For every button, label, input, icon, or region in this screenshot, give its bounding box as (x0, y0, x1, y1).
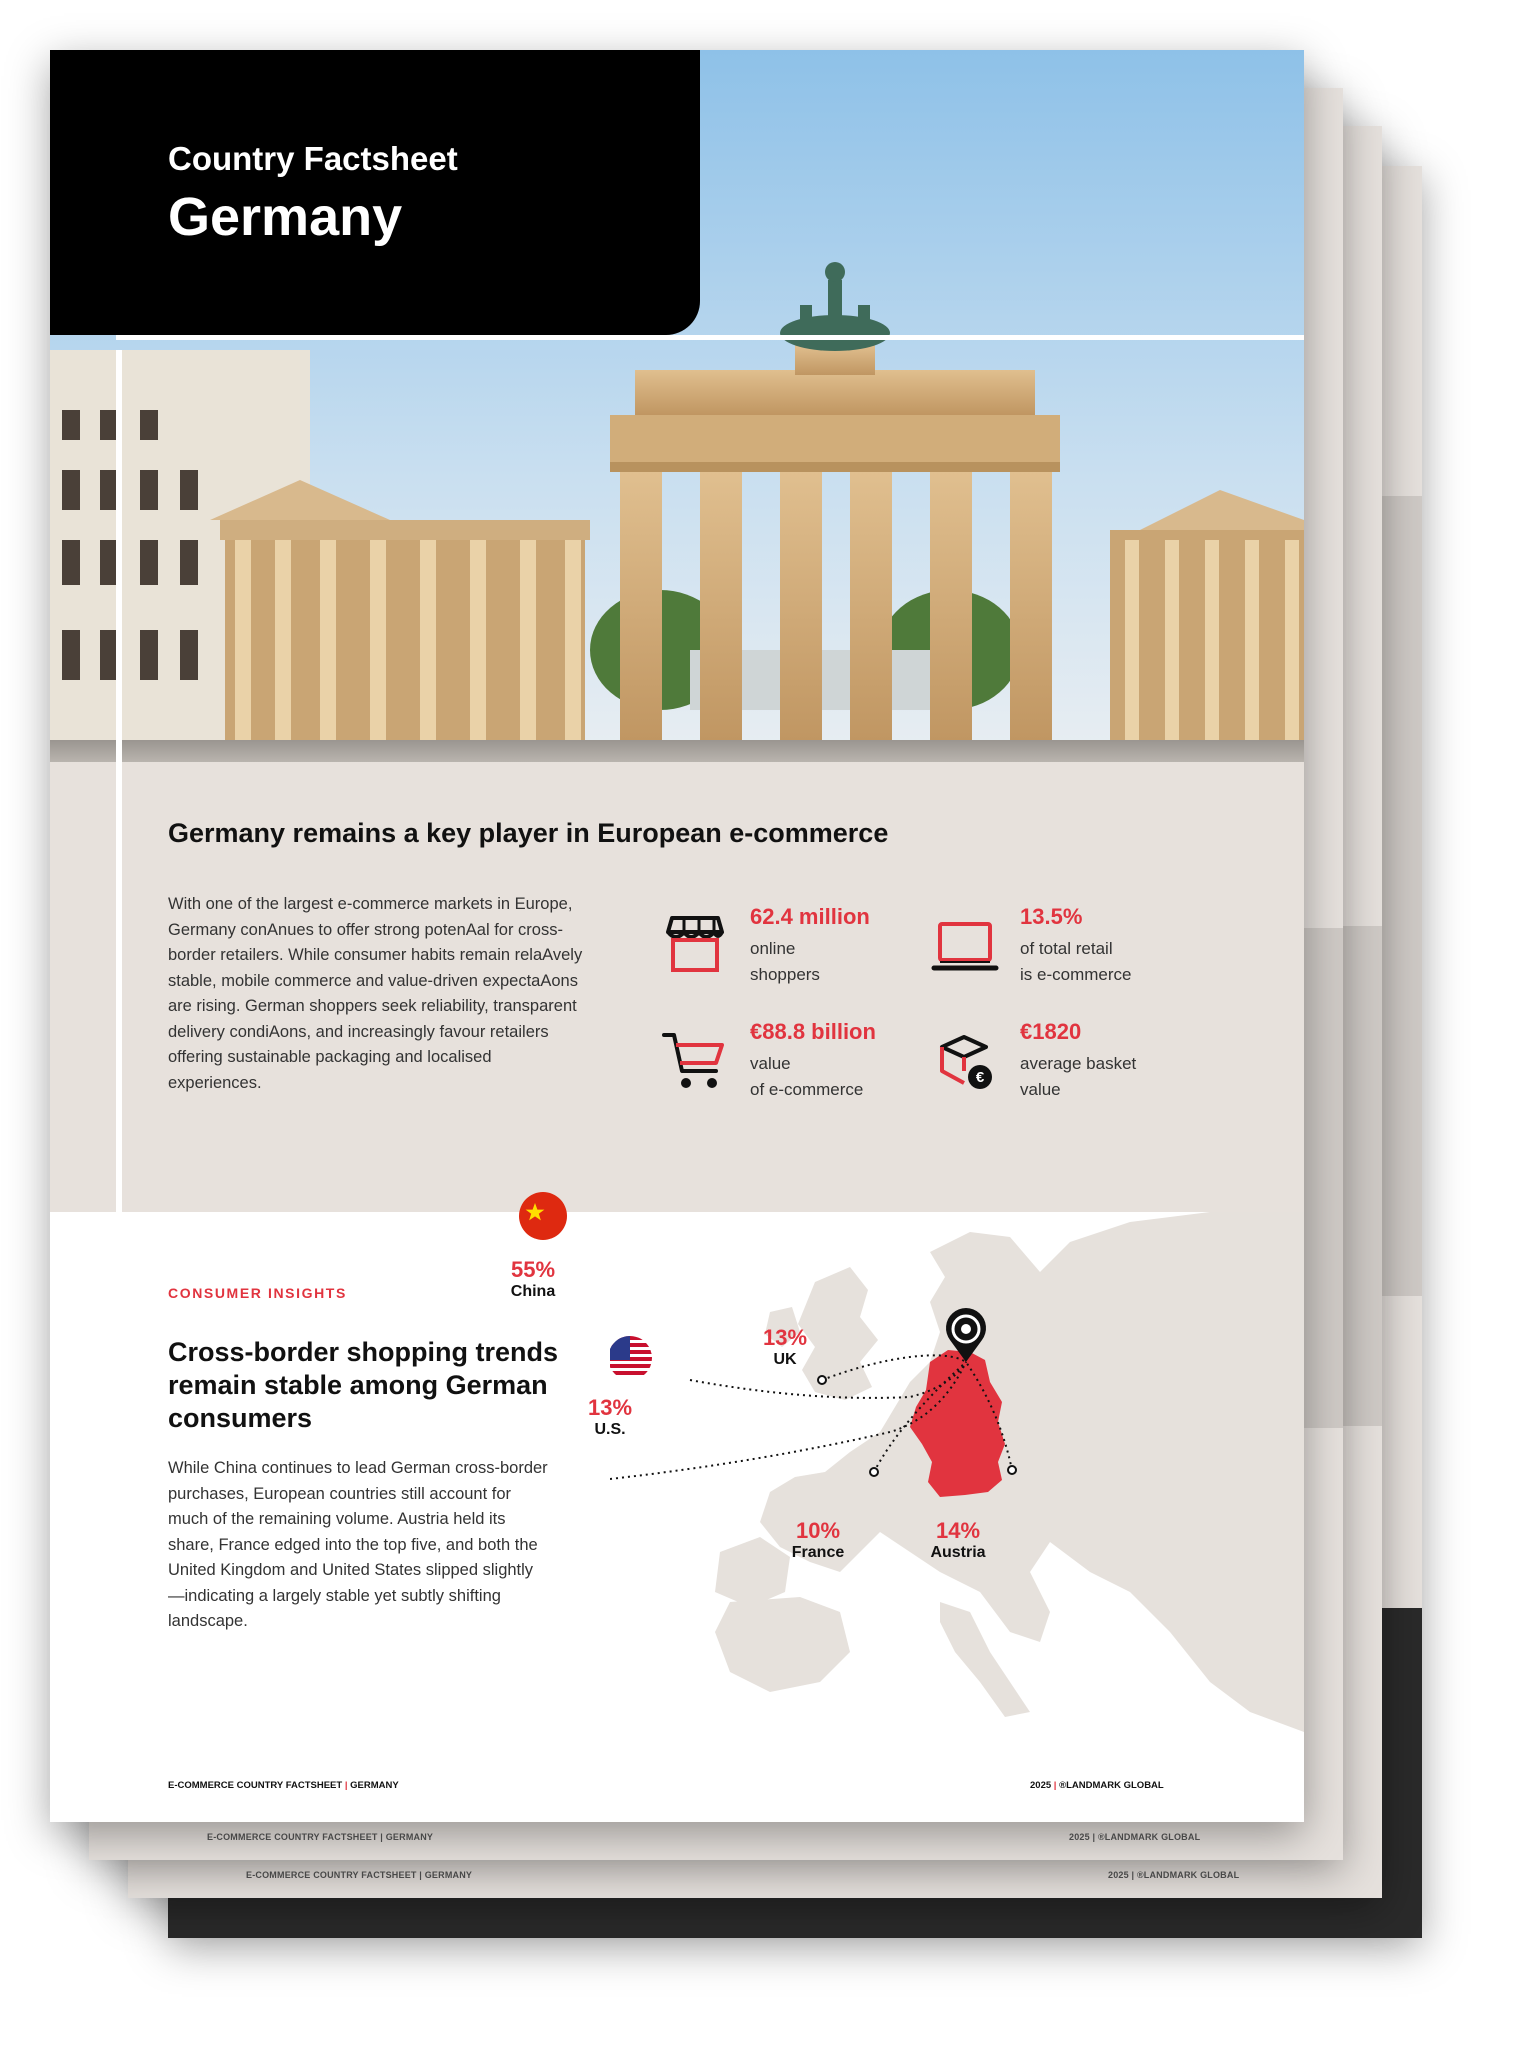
title-block (50, 50, 700, 335)
france-country: France (791, 1544, 845, 1561)
label-china (503, 1257, 563, 1301)
stat-label (1020, 936, 1131, 988)
back-footer-right-year: 2025 (1069, 1832, 1090, 1842)
uk-share: 13% (762, 1325, 808, 1350)
laptop-icon (930, 910, 1000, 980)
back-page-2: E-COMMERCE COUNTRY FACTSHEET | GERMANY 2025 | ®LANDMARK GLOBAL (128, 126, 1382, 1898)
austria-share: 14% (935, 1518, 981, 1543)
stat-value: €1820 (1020, 1019, 1082, 1044)
overview-body: With one of the largest e-commerce markets in Europe, Germany conAnues to offer strong potenAal for cross-border retailers. While consumer habits remain relaAvely stable, mobile commerce and value-driven expectaAons are rising. German shoppers seek reliability, transparent delivery condiAons, and increasingly favour retailers offering sustainable packaging and localised experiences. (168, 895, 583, 1092)
footer-brand: ®LANDMARK GLOBAL (1059, 1780, 1164, 1791)
guide-line-horizontal (116, 335, 1304, 340)
stat-label (750, 936, 820, 988)
label-france (778, 1518, 858, 1562)
stat-label-line1: average basket (1020, 1054, 1137, 1073)
stat-value: 13.5% (1020, 904, 1083, 929)
back-footer-right-brand: ®LANDMARK GLOBAL (1097, 1832, 1201, 1842)
uk-country: UK (773, 1351, 797, 1368)
stat-label (750, 1051, 863, 1103)
label-austria (918, 1518, 998, 1562)
stat-label-line2: shoppers (750, 965, 820, 984)
page-title: Germany (168, 187, 403, 247)
china-share: 55% (510, 1257, 556, 1282)
footer-year: 2025 (1030, 1780, 1052, 1791)
page-kicker: Country Factsheet (168, 140, 458, 177)
back-footer-right-year: 2025 (1108, 1870, 1129, 1880)
footer-right: 2025 | ®LANDMARK GLOBAL (1030, 1780, 1164, 1791)
us-country: U.S. (594, 1421, 626, 1438)
factsheet-page (50, 50, 1304, 1822)
svg-text:€: € (975, 1069, 985, 1086)
back-footer-left-country: GERMANY (424, 1870, 473, 1880)
china-flag-icon (517, 1190, 569, 1242)
insights-kicker: CONSUMER INSIGHTS (168, 1285, 347, 1301)
stat-label-line2: is e-commerce (1020, 965, 1132, 984)
back-page-1: E-COMMERCE COUNTRY FACTSHEET | GERMANY 2025 | ®LANDMARK GLOBAL (89, 88, 1343, 1860)
label-uk (755, 1325, 815, 1369)
us-share: 13% (587, 1395, 633, 1420)
cross-border-map (610, 1212, 1304, 1772)
shopping-cart-icon (660, 1025, 730, 1095)
overview-title: Germany remains a key player in European e-commerce (168, 818, 889, 848)
stat-label-line1: value (750, 1054, 791, 1073)
back-footer-right-brand: ®LANDMARK GLOBAL (1136, 1870, 1240, 1880)
stat-label-line2: value (1020, 1080, 1061, 1099)
stat-label (1020, 1051, 1136, 1103)
stat-label-line2: of e-commerce (750, 1080, 864, 1099)
stat-value: €88.8 billion (750, 1019, 876, 1044)
austria-country: Austria (930, 1544, 986, 1561)
back-footer-left-country: GERMANY (385, 1832, 434, 1842)
back-footer-left-title: E-COMMERCE COUNTRY FACTSHEET (246, 1870, 417, 1880)
label-us (580, 1395, 640, 1439)
footer-title: E-COMMERCE COUNTRY FACTSHEET (168, 1780, 343, 1791)
back-footer-left-title: E-COMMERCE COUNTRY FACTSHEET (207, 1832, 378, 1842)
stat-label-line1: online (750, 939, 796, 958)
us-flag-icon (610, 1336, 652, 1380)
stat-value: 62.4 million (750, 904, 870, 929)
china-country: China (510, 1283, 556, 1300)
insights-title: Cross-border shopping trends remain stable among German consumers (168, 1337, 559, 1433)
guide-line-vertical (116, 350, 122, 1212)
footer-left: E-COMMERCE COUNTRY FACTSHEET | GERMANY (168, 1780, 399, 1791)
storefront-icon (660, 910, 730, 980)
parcel-euro-icon (930, 1025, 1000, 1095)
france-share: 10% (795, 1518, 841, 1543)
footer-country: GERMANY (350, 1780, 399, 1791)
insights-body: While China continues to lead German cross-border purchases, European countries still account for much of the remaining volume. Austria held its share, France edged into the top five, and both the United Kingdom and United States slipped slightly—indicating a largely stable yet subtly shifting landscape. (168, 1459, 548, 1630)
stat-label-line1: of total retail (1020, 939, 1113, 958)
